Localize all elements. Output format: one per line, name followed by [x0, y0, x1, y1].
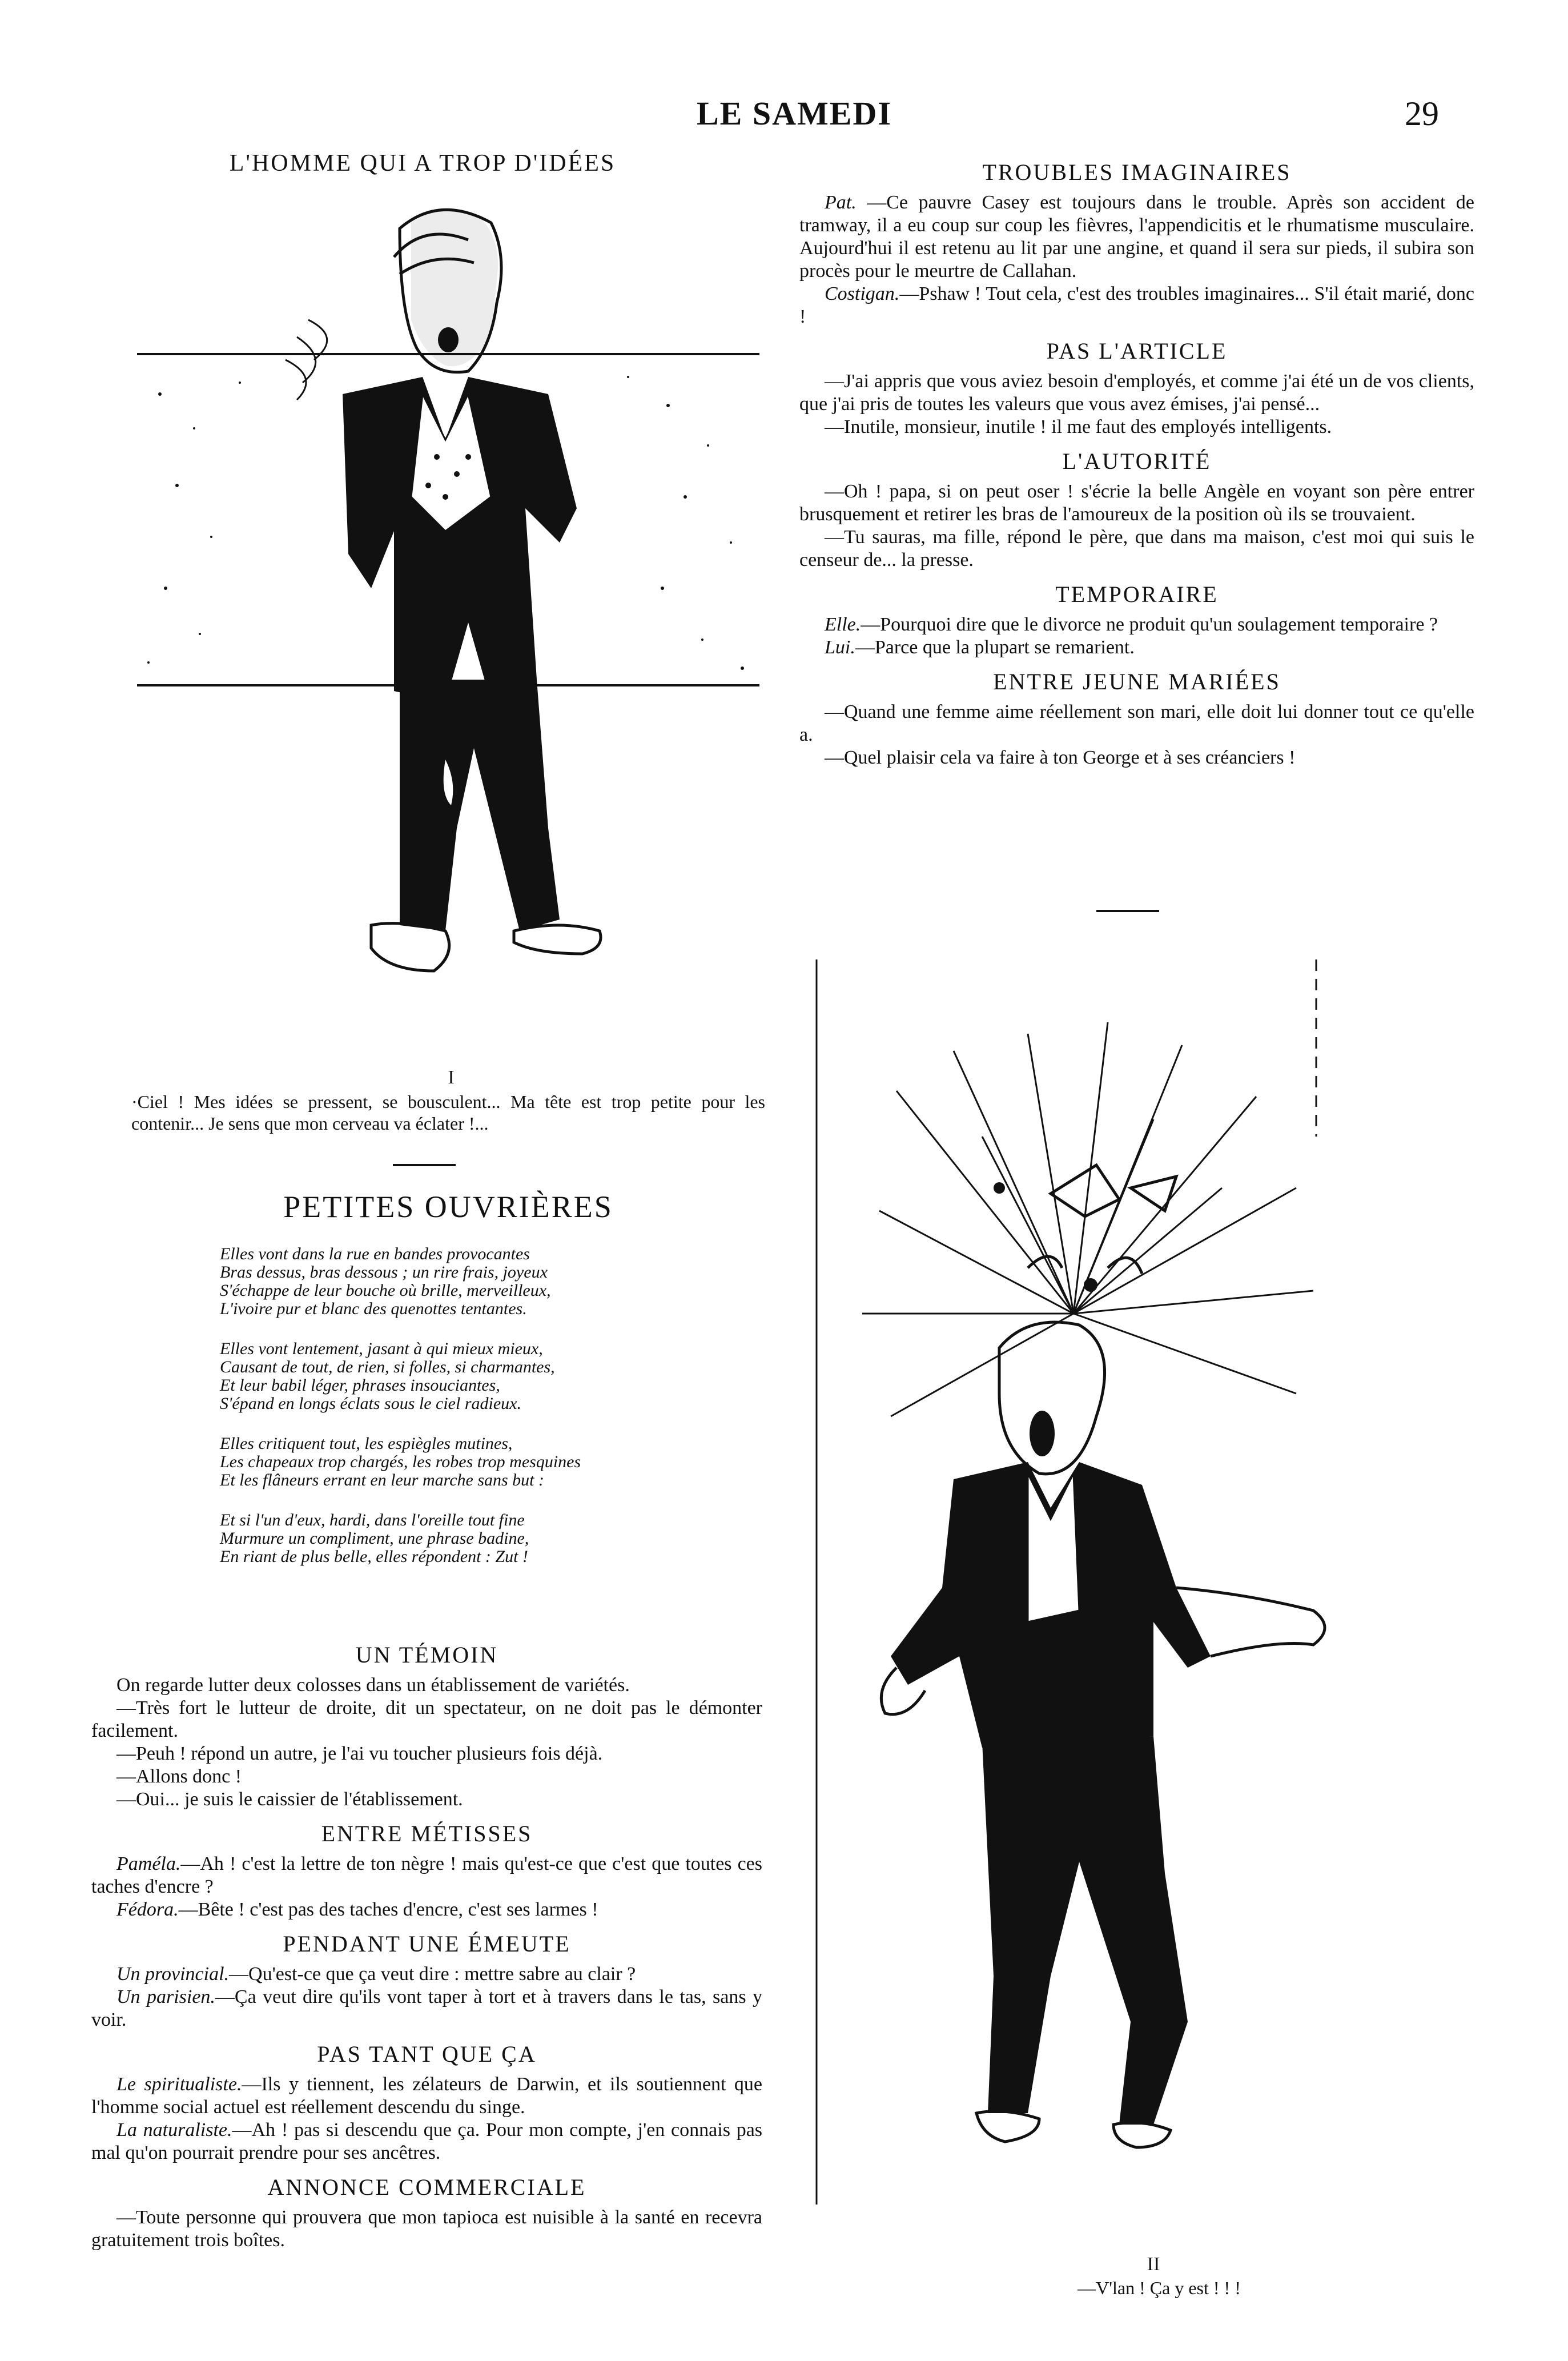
right-shoe: [514, 925, 601, 954]
paragraph: [799, 701, 1474, 746]
poem-line: Les chapeaux trop chargés, les robes trop mesquines: [220, 1452, 581, 1471]
paragraph: [91, 1674, 762, 1697]
dialogue-text: —Quand une femme aime réellement son mari, elle doit lui donner tout ce qu'elle a.: [799, 701, 1474, 745]
dialogue-text: On regarde lutter deux colosses dans un établissement de variétés.: [116, 1675, 630, 1696]
poem-line: Bras dessus, bras dessous ; un rire frais, joyeux: [220, 1263, 548, 1282]
page-number: 29: [1405, 95, 1439, 132]
page-header: [0, 94, 1568, 140]
dotted-shirt: [1028, 1473, 1079, 1622]
paragraph: [91, 1765, 762, 1788]
poem-line: Elles vont lentement, jasant à qui mieux mieux,: [220, 1339, 543, 1358]
paragraph: [799, 191, 1474, 283]
speaker-name: Le spiritualiste.: [116, 2074, 242, 2095]
paragraph: [91, 1788, 762, 1811]
explosion-rays: [862, 1022, 1313, 1416]
dialogue-text: —Ils y tiennent, les zélateurs de Darwin, et ils soutiennent que l'homme social actuel est réellement descendu du singe.: [91, 2074, 762, 2118]
masthead: LE SAMEDI: [697, 95, 892, 132]
open-mouth: [438, 327, 459, 352]
paragraph: [91, 2119, 762, 2165]
cartoon-exploding-head: [811, 948, 1468, 2210]
agitation-lines: [286, 320, 327, 400]
paragraph: [799, 370, 1474, 416]
flying-bit: [994, 1182, 1005, 1194]
divider: [393, 1164, 456, 1166]
section-heading: PAS TANT QUE ÇA: [317, 2041, 537, 2067]
poem-line: En riant de plus belle, elles répondent : Zut !: [220, 1547, 528, 1566]
poem-stanza: [220, 1511, 688, 1566]
speaker-name: Fédora.: [116, 1899, 179, 1920]
flying-bit: [1084, 1278, 1097, 1292]
section-heading: PAS L'ARTICLE: [1046, 338, 1228, 364]
poem-line: Et si l'un d'eux, hardi, dans l'oreille tout fine: [220, 1511, 525, 1529]
paragraph: [91, 2206, 762, 2252]
speaker-name: Paméla.: [116, 1853, 181, 1874]
paragraph: [799, 416, 1474, 439]
paragraph: [91, 1986, 762, 2031]
cartoon-title: L'HOMME QUI A TROP D'IDÉES: [229, 150, 616, 176]
dialogue-text: —Oui... je suis le caissier de l'établissement.: [116, 1789, 463, 1810]
speaker-name: Elle.: [825, 614, 861, 635]
caption-one: ·Ciel ! Mes idées se pressent, se bousculent... Ma tête est trop petite pour les contenir... Je sens que mon cerveau va éclater !...: [131, 1091, 765, 1134]
dialogue-text: —Inutile, monsieur, inutile ! il me faut des employés intelligents.: [825, 416, 1332, 437]
poem-line: Et leur babil léger, phrases insouciantes,: [220, 1376, 500, 1395]
poem-line: Elles critiquent tout, les espiègles mutines,: [220, 1434, 513, 1453]
speaker-name: Pat.: [825, 192, 857, 213]
section-heading: UN TÉMOIN: [355, 1642, 498, 1668]
paragraph: [91, 1963, 762, 1986]
dialogue-text: —Peuh ! répond un autre, je l'ai vu toucher plusieurs fois déjà.: [116, 1743, 603, 1764]
poem-line: Murmure un compliment, une phrase badine,: [220, 1529, 529, 1548]
trousers: [982, 1736, 1188, 2125]
paragraph: [799, 613, 1474, 636]
caption-number-one: I: [448, 1067, 455, 1088]
dialogue-text: —Bête ! c'est pas des taches d'encre, c'est ses larmes !: [178, 1899, 598, 1920]
skull-fragment: [1051, 1165, 1119, 1216]
paragraph: [799, 480, 1474, 526]
section-heading: PENDANT UNE ÉMEUTE: [283, 1931, 571, 1957]
divider: [1096, 910, 1159, 912]
caption-number-two: II: [1147, 2254, 1160, 2275]
dialogue-text: —Ah ! pas si descendu que ça. Pour mon compte, j'en connais pas mal qu'on pourrait prendre pour ses ancêtres.: [91, 2119, 763, 2163]
head-outline: [999, 1322, 1105, 1474]
dialogue-text: —J'ai appris que vous aviez besoin d'employés, et comme j'ai été un de vos clients, que j'ai pris de toutes les valeurs que vous avez émises, j'ai pensé...: [799, 371, 1474, 415]
dialogue-text: —Toute personne qui prouvera que mon tapioca est nuisible à la santé en recevra gratuitement trois boîtes.: [91, 2207, 762, 2251]
caption-two: —V'lan ! Ça y est ! ! !: [1078, 2278, 1241, 2298]
dialogue-text: —Pourquoi dire que le divorce ne produit qu'un soulagement temporaire ?: [861, 614, 1438, 635]
screaming-mouth: [1030, 1411, 1055, 1456]
paragraph: [91, 2073, 762, 2119]
dialogue-text: —Quel plaisir cela va faire à ton George et à ses créanciers !: [825, 747, 1296, 768]
poem-stanza: [220, 1340, 688, 1413]
left-shoe: [976, 2111, 1039, 2142]
dialogue-text: —Très fort le lutteur de droite, dit un spectateur, on ne doit pas le démonter facilement.: [91, 1697, 762, 1741]
dialogue-text: —Allons donc !: [116, 1766, 242, 1787]
section-heading: ENTRE MÉTISSES: [321, 1821, 533, 1846]
paragraph: [799, 283, 1474, 328]
section-heading: L'AUTORITÉ: [1062, 448, 1212, 474]
skull-fragment: [1131, 1177, 1176, 1211]
poem-line: Et les flâneurs errant en leur marche sans but :: [220, 1471, 544, 1489]
dialogue-text: —Qu'est-ce que ça veut dire : mettre sabre au clair ?: [229, 1964, 636, 1985]
poem-line: S'échappe de leur bouche où brille, merveilleux,: [220, 1281, 551, 1300]
speaker-name: Un parisien.: [116, 1986, 215, 2007]
dialogue-text: —Oh ! papa, si on peut oser ! s'écrie la belle Angèle en voyant son père entrer brusquement et retirer les bras de l'amoureux de la position où ils se trouvaient.: [799, 481, 1474, 525]
poem-line: Causant de tout, de rien, si folles, si charmantes,: [220, 1358, 555, 1376]
dialogue-text: —Tu sauras, ma fille, répond le père, que dans ma maison, c'est moi qui suis le censeur de... la presse.: [799, 527, 1474, 571]
dialogue-text: —Ce pauvre Casey est toujours dans le trouble. Après son accident de tramway, il a eu coup sur coup les fièvres, l'appendicitis et le rhumatisme musculaire. Aujourd'hui il est retenu au lit par une angine, et quand il sera sur pieds, il subira son procès pour le meurtre de Callahan.: [799, 192, 1474, 282]
paragraph: [799, 526, 1474, 572]
dialogue-text: —Ça veut dire qu'ils vont taper à tort et à travers dans le tas, sans y voir.: [91, 1986, 763, 2030]
poem-stanza: [220, 1435, 688, 1489]
dialogue-text: —Pshaw ! Tout cela, c'est des troubles imaginaires... S'il était marié, donc !: [799, 283, 1474, 327]
paragraph: [91, 1742, 762, 1765]
speaker-name: Un provincial.: [116, 1964, 230, 1985]
cartoon-man-with-too-many-ideas: [126, 188, 771, 1045]
right-anecdotes: [799, 150, 1474, 769]
trousers: [400, 680, 560, 931]
left-shoe: [371, 923, 449, 971]
paragraph: [799, 636, 1474, 659]
speaker-name: La naturaliste.: [116, 2119, 232, 2141]
paragraph: [91, 1898, 762, 1921]
poem-title: PETITES OUVRIÈRES: [283, 1190, 613, 1224]
right-shoe: [1113, 2123, 1171, 2147]
speaker-name: Costigan.: [825, 283, 900, 304]
dialogue-text: —Parce que la plupart se remarient.: [855, 637, 1135, 658]
dialogue-text: —Ah ! c'est la lettre de ton nègre ! mais qu'est-ce que c'est que toutes ces taches d'encre ?: [91, 1853, 762, 1897]
poem-line: S'épand en longs éclats sous le ciel radieux.: [220, 1394, 521, 1413]
poem-line: L'ivoire pur et blanc des quenottes tentantes.: [220, 1299, 527, 1318]
poem-stanza: [220, 1245, 688, 1318]
paragraph: [91, 1853, 762, 1898]
section-heading: ENTRE JEUNE MARIÉES: [993, 669, 1281, 694]
paragraph: [91, 1697, 762, 1742]
section-heading: TROUBLES IMAGINAIRES: [982, 159, 1292, 185]
section-heading: ANNONCE COMMERCIALE: [267, 2174, 586, 2200]
poem-line: Elles vont dans la rue en bandes provocantes: [220, 1244, 530, 1263]
left-anecdotes: [91, 1632, 762, 2252]
section-heading: TEMPORAIRE: [1055, 581, 1219, 607]
paragraph: [799, 746, 1474, 769]
poem-body: [220, 1245, 688, 1588]
speaker-name: Lui.: [825, 637, 855, 658]
